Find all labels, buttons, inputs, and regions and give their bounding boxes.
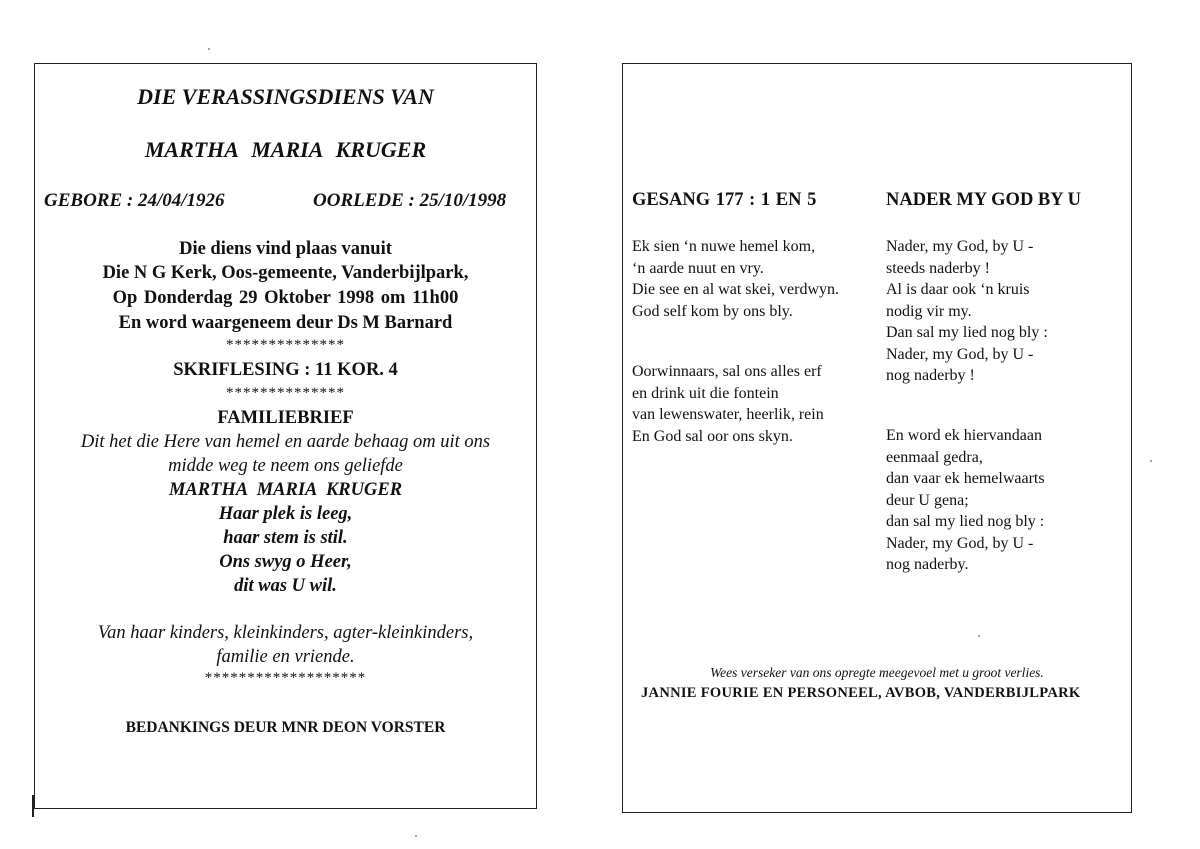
- lyric-line: van lewenswater, heerlik, rein: [632, 406, 824, 423]
- lyric-line: dan vaar ek hemelwaarts: [886, 470, 1045, 487]
- hymn-title: NADER MY GOD BY U: [886, 190, 1081, 210]
- verse-line-3: Ons swyg o Heer,: [219, 552, 352, 572]
- deceased-name: MARTHA MARIA KRUGER: [144, 137, 427, 162]
- lyric-line: deur U gena;: [886, 491, 969, 509]
- lyric-line: Nader, my God, by U -: [886, 345, 1034, 363]
- lyric-line: Nader, my God, by U -: [886, 534, 1034, 552]
- lyric-line: Dan sal my lied nog bly :: [886, 324, 1048, 341]
- service-title: DIE VERASSINGSDIENS VAN: [137, 84, 434, 109]
- lyric-line: Oorwinnaars, sal ons alles erf: [632, 363, 822, 380]
- nader-stanza-1: [886, 236, 1048, 387]
- service-line-4: En word waargeneem deur Ds M Barnard: [118, 313, 453, 333]
- from-line-2: familie en vriende.: [216, 647, 355, 667]
- service-line-1: Die diens vind plaas vanuit: [179, 239, 392, 259]
- verse-line-1: Haar plek is leeg,: [218, 504, 353, 524]
- lyric-line: en drink uit die fontein: [632, 384, 779, 402]
- lyric-line: Nader, my God, by U -: [886, 238, 1034, 255]
- lyric-line: ‘n aarde nuut en vry.: [632, 259, 764, 277]
- lyric-line: Al is daar ook ‘n kruis: [886, 281, 1030, 298]
- lyric-line: Ek sien ‘n nuwe hemel kom,: [632, 238, 816, 255]
- hymn-number: GESANG 177 : 1 EN 5: [632, 190, 817, 210]
- left-panel: [34, 63, 537, 809]
- condolence-message: Wees verseker van ons opregte meegevoel met u groot verlies.: [710, 665, 1044, 680]
- family-letter-line-2: midde weg te neem ons geliefde: [168, 456, 403, 476]
- separator-stars: **************: [226, 385, 345, 401]
- lyric-line: nog naderby.: [886, 556, 969, 573]
- birth-date: GEBORE : 24/04/1926: [44, 190, 225, 211]
- gesang-stanza-1: [632, 236, 839, 322]
- scan-speck: [978, 635, 980, 637]
- family-letter-heading: FAMILIEBRIEF: [217, 408, 354, 428]
- verse-line-2: haar stem is stil.: [223, 528, 348, 548]
- lyric-line: En God sal oor ons skyn.: [632, 427, 793, 445]
- lyric-line: En word ek hiervandaan: [886, 427, 1042, 444]
- separator-stars: **************: [226, 337, 345, 353]
- lyric-line: Die see en al wat skei, verdwyn.: [632, 281, 840, 298]
- scan-speck: [415, 835, 417, 837]
- lyric-line: steeds naderby !: [886, 259, 990, 277]
- service-line-3: Op Donderdag 29 Oktober 1998 om 11h00: [112, 288, 459, 308]
- verse-line-4: dit was U wil.: [234, 576, 337, 596]
- right-panel: [622, 63, 1132, 813]
- death-date: OORLEDE : 25/10/1998: [313, 190, 507, 211]
- undertaker-signature: JANNIE FOURIE EN PERSONEEL, AVBOB, VANDERBIJLPARK: [641, 685, 1081, 701]
- lyric-line: nodig vir my.: [886, 302, 972, 320]
- nader-stanza-2: [886, 425, 1045, 576]
- edge-tick: [32, 795, 34, 817]
- service-line-2: Die N G Kerk, Oos-gemeente, Vanderbijlpark,: [102, 263, 469, 283]
- family-letter-name: MARTHA MARIA KRUGER: [168, 480, 403, 500]
- scripture-reading: SKRIFLESING : 11 KOR. 4: [173, 360, 398, 380]
- lyric-line: nog naderby !: [886, 367, 975, 384]
- from-line-1: Van haar kinders, kleinkinders, agter-kleinkinders,: [97, 623, 474, 643]
- family-letter-line-1: Dit het die Here van hemel en aarde behaag om uit ons: [80, 432, 491, 452]
- lyric-line: eenmaal gedra,: [886, 448, 983, 466]
- scan-speck: [1150, 460, 1152, 462]
- lyric-line: God self kom by ons bly.: [632, 302, 793, 320]
- scan-speck: [208, 48, 210, 50]
- lyric-line: dan sal my lied nog bly :: [886, 513, 1045, 530]
- separator-stars: *******************: [204, 670, 367, 686]
- gesang-stanza-2: [632, 361, 824, 447]
- thanks-line: BEDANKINGS DEUR MNR DEON VORSTER: [125, 719, 446, 736]
